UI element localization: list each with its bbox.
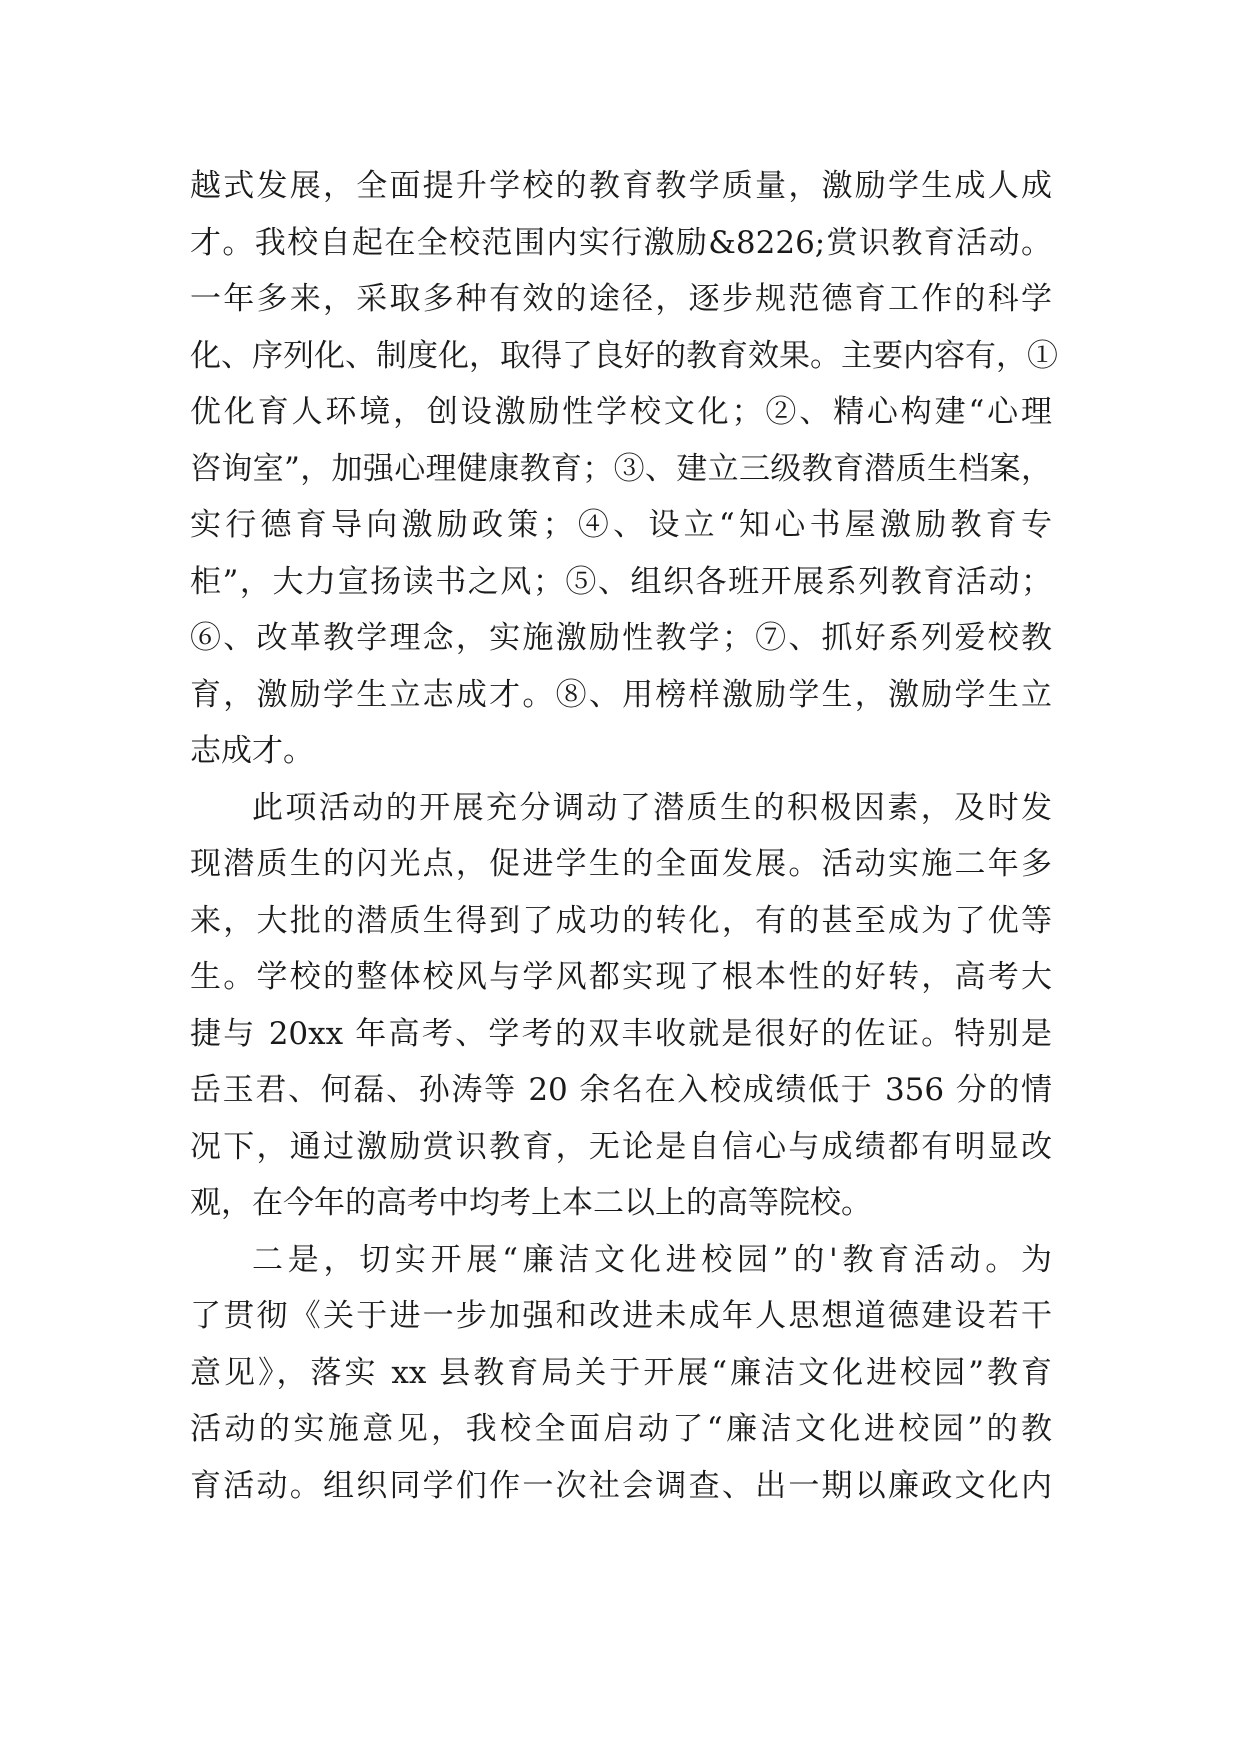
text-line: ⑥、改革教学理念，实施激励性教学；⑦、抓好系列爱校教: [190, 620, 1052, 656]
text-line: 育活动。组织同学们作一次社会调查、出一期以廉政文化内: [190, 1467, 1052, 1504]
text-line: 来，大批的潜质生得到了成功的转化，有的甚至成为了优等: [190, 902, 1052, 939]
text-line: 育，激励学生立志成才。⑧、用榜样激励学生，激励学生立: [190, 676, 1052, 713]
text-line: 一年多来，采取多种有效的途径，逐步规范德育工作的科学: [190, 281, 1052, 317]
text-line: 况下，通过激励赏识教育，无论是自信心与成绩都有明显改: [190, 1128, 1052, 1165]
text-line: 捷与 20xx 年高考、学考的双丰收就是很好的佐证。特别是: [190, 1015, 1052, 1052]
text-line: 岳玉君、何磊、孙涛等 20 余名在入校成绩低于 356 分的情: [190, 1072, 1052, 1108]
text-line: 柜”，大力宣扬读书之风；⑤、组织各班开展系列教育活动；: [190, 563, 1052, 600]
text-line: 现潜质生的闪光点，促进学生的全面发展。活动实施二年多: [190, 846, 1052, 882]
text-line: 实行德育导向激励政策；④、设立“知心书屋激励教育专: [190, 507, 1052, 543]
paragraph-2: [190, 780, 1052, 1232]
text-line: 生。学校的整体校风与学风都实现了根本性的好转，高考大: [190, 959, 1052, 995]
text-line: 活动的实施意见，我校全面启动了“廉洁文化进校园”的教: [190, 1411, 1052, 1447]
text-line: 化、序列化、制度化，取得了良好的教育效果。主要内容有，①: [190, 337, 1058, 374]
text-line: 越式发展，全面提升学校的教育教学质量，激励学生成人成: [190, 168, 1052, 204]
text-line: 观，在今年的高考中均考上本二以上的高等院校。: [190, 1185, 872, 1221]
text-line: 意见》，落实 xx 县教育局关于开展“廉洁文化进校园”教育: [190, 1354, 1052, 1391]
paragraph-1: [190, 158, 1058, 780]
text-line: 优化育人环境，创设激励性学校文化；②、精心构建“心理: [190, 394, 1052, 430]
text-line: 此项活动的开展充分调动了潜质生的积极因素，及时发: [252, 789, 1052, 826]
text-line: 了贯彻《关于进一步加强和改进未成年人思想道德建设若干: [190, 1298, 1052, 1334]
text-line: 志成才。: [190, 733, 314, 769]
document-body: [190, 158, 1058, 1514]
text-line: 二是，切实开展“廉洁文化进校园”的'教育活动。为: [252, 1241, 1052, 1278]
text-line: 才。我校自起在全校范围内实行激励&8226;赏识教育活动。: [190, 224, 1052, 261]
paragraph-3: [190, 1232, 1052, 1515]
text-line: 咨询室”，加强心理健康教育；③、建立三级教育潜质生档案，: [190, 450, 1052, 487]
